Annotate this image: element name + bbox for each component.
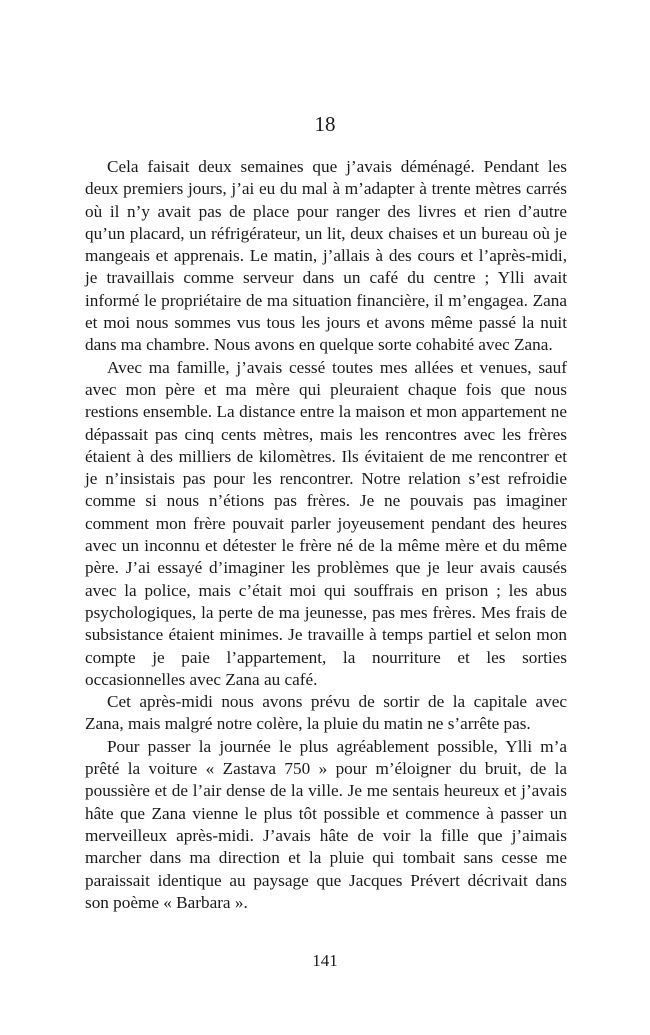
page-number: 141: [312, 951, 338, 970]
paragraph: Avec ma famille, j’avais cessé toutes mes allées et venues, sauf avec mon père et ma mère qui pleuraient chaque fois que nous restions ensemble. La distance entre la maison et mon appartement ne dépassait pas cinq cents mètres, mais les rencontres avec les frères étaient à des milliers de kilomètres. Ils évitaient de me rencontrer et je n’insistais pas pour les rencontrer. Notre relation s’est refroidie comme si nous n’étions pas frères. Je ne pouvais pas imaginer comment mon frère pouvait parler joyeusement pendant des heures avec un inconnu et détester le frère né de la même mère et du même père. J’ai essayé d’imaginer les problèmes que je leur avais causés avec la police, mais c’était moi qui souffrais en prison ; les abus psychologiques, la perte de ma jeunesse, pas mes frères. Mes frais de subsistance étaient minimes. Je travaille à temps partiel et selon mon compte je paie l’appartement, la nourriture et les sorties occasionnelles avec Zana au café.: [85, 357, 567, 689]
paragraph: Cela faisait deux semaines que j’avais déménagé. Pendant les deux premiers jours, j’ai eu du mal à m’adapter à trente mètres carrés où il n’y avait pas de place pour ranger des livres et rien d’autre qu’un placard, un réfrigérateur, un lit, deux chaises et un bureau où je mangeais et apprenais. Le matin, j’allais à des cours et l’après-midi, je travaillais comme serveur dans un café du centre ; Ylli avait informé le propriétaire de ma situation financière, il m’engagea. Zana et moi nous sommes vus tous les jours et avons même passé la nuit dans ma chambre. Nous avons en quelque sorte cohabité avec Zana.: [85, 157, 567, 355]
paragraph: Cet après-midi nous avons prévu de sortir de la capitale avec Zana, mais malgré notre colère, la pluie du matin ne s’arrête pas.: [85, 692, 567, 734]
paragraph: Pour passer la journée le plus agréablement possible, Ylli m’a prêté la voiture « Zastava 750 » pour m’éloigner du bruit, de la poussière et de l’air dense de la ville. Je me sentais heureux et j’avais hâte que Zana vienne le plus tôt possible et commence à passer un merveilleux après-midi. J’avais hâte de voir la fille que j’aimais marcher dans ma direction et la pluie qui tombait sans cesse me paraissait identique au paysage que Jacques Prévert décrivait dans son poème « Barbara ».: [85, 736, 567, 912]
chapter-number: 18: [314, 112, 336, 136]
chapter-body: [85, 156, 567, 914]
